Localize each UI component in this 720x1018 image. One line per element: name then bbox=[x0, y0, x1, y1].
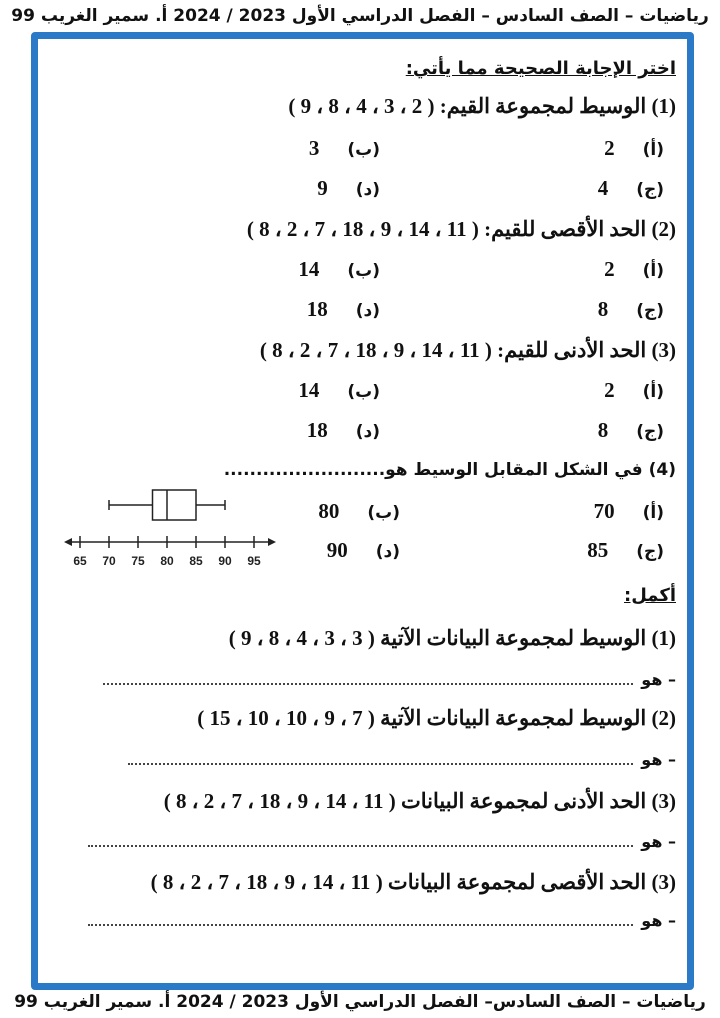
box-plot bbox=[60, 480, 280, 575]
complete-question-2: (2) الوسيط لمجموعة البيانات الآتية ( 7 ، 9 ، 10 ، 10 ، 15 ) bbox=[197, 706, 676, 730]
option-value: 85 bbox=[587, 538, 609, 562]
option-label: (أ) bbox=[642, 503, 664, 523]
option-label: (د) bbox=[375, 542, 400, 562]
answer-line-3[interactable] bbox=[88, 832, 676, 851]
option-c[interactable] bbox=[598, 418, 664, 443]
answer-prefix: – هو bbox=[641, 670, 676, 689]
answer-line-4[interactable] bbox=[88, 911, 676, 930]
option-value: 80 bbox=[318, 499, 340, 523]
option-label: (د) bbox=[355, 180, 380, 200]
dotted-line bbox=[128, 762, 633, 765]
answer-line-1[interactable] bbox=[103, 670, 676, 689]
question-2: (2) الحد الأقصى للقيم: ( 11 ، 14 ، 9 ، 18 ، 7 ، 2 ، 8 ) bbox=[246, 217, 676, 241]
tick-label: 75 bbox=[131, 554, 145, 568]
option-value: 8 bbox=[597, 418, 609, 442]
option-value: 2 bbox=[604, 378, 615, 402]
tick-label: 95 bbox=[247, 554, 261, 568]
option-a[interactable] bbox=[604, 378, 664, 403]
option-d[interactable] bbox=[327, 538, 400, 563]
option-label: (ب) bbox=[347, 261, 380, 281]
option-value: 18 bbox=[306, 418, 328, 442]
answer-line-2[interactable] bbox=[128, 750, 676, 769]
option-value: 14 bbox=[298, 378, 320, 402]
option-b[interactable] bbox=[309, 136, 380, 161]
option-a[interactable] bbox=[594, 499, 664, 524]
answer-prefix: – هو bbox=[641, 911, 676, 930]
box bbox=[153, 490, 197, 520]
option-label: (ب) bbox=[347, 382, 380, 402]
tick-label: 80 bbox=[160, 554, 174, 568]
option-b[interactable] bbox=[298, 257, 380, 282]
option-label: (ج) bbox=[636, 422, 664, 442]
option-label: (ج) bbox=[636, 301, 664, 321]
page-footer: رياضيات – الصف السادس– الفصل الدراسي الأول 2023 / 2024 أ. سمير الغريب 99 bbox=[14, 992, 706, 1012]
question-4: (4) في الشكل المقابل الوسيط هو......................... bbox=[223, 460, 676, 480]
answer-prefix: – هو bbox=[641, 832, 676, 851]
section1-title: اختر الإجابة الصحيحة مما يأتي: bbox=[405, 58, 676, 79]
dotted-line bbox=[88, 923, 633, 926]
option-c[interactable] bbox=[587, 538, 664, 563]
option-value: 4 bbox=[597, 176, 609, 200]
tick-label: 70 bbox=[102, 554, 116, 568]
tick-label: 65 bbox=[73, 554, 87, 568]
complete-question-4: (3) الحد الأقصى لمجموعة البيانات ( 11 ، 14 ، 9 ، 18 ، 7 ، 2 ، 8 ) bbox=[150, 870, 676, 894]
option-c[interactable] bbox=[598, 176, 664, 201]
option-label: (أ) bbox=[642, 140, 664, 160]
option-label: (ج) bbox=[636, 180, 664, 200]
option-d[interactable] bbox=[307, 297, 380, 322]
option-value: 90 bbox=[326, 538, 348, 562]
option-label: (د) bbox=[355, 422, 380, 442]
option-a[interactable] bbox=[604, 257, 664, 282]
option-value: 9 bbox=[317, 176, 328, 200]
option-b[interactable] bbox=[298, 378, 380, 403]
answer-prefix: – هو bbox=[641, 750, 676, 769]
option-d[interactable] bbox=[317, 176, 380, 201]
option-label: (د) bbox=[355, 301, 380, 321]
complete-question-3: (3) الحد الأدنى لمجموعة البيانات ( 11 ، 14 ، 9 ، 18 ، 7 ، 2 ، 8 ) bbox=[163, 789, 676, 813]
arrow-left bbox=[64, 538, 72, 546]
option-value: 2 bbox=[604, 257, 615, 281]
option-value: 18 bbox=[306, 297, 328, 321]
option-value: 2 bbox=[604, 136, 615, 160]
option-value: 14 bbox=[298, 257, 320, 281]
option-value: 3 bbox=[308, 136, 320, 160]
tick-label: 85 bbox=[189, 554, 203, 568]
option-label: (أ) bbox=[642, 261, 664, 281]
option-value: 70 bbox=[593, 499, 615, 523]
option-label: (أ) bbox=[642, 382, 664, 402]
question-1: (1) الوسيط لمجموعة القيم: ( 2 ، 3 ، 4 ، 8 ، 9 ) bbox=[288, 94, 676, 118]
arrow-right bbox=[268, 538, 276, 546]
option-label: (ب) bbox=[367, 503, 400, 523]
page-header: رياضيات – الصف السادس – الفصل الدراسي الأول 2023 / 2024 أ. سمير الغريب 99 bbox=[11, 6, 709, 26]
option-b[interactable] bbox=[318, 499, 400, 524]
section2-title: أكمل: bbox=[624, 585, 676, 606]
option-value: 8 bbox=[597, 297, 609, 321]
option-label: (ب) bbox=[347, 140, 380, 160]
option-d[interactable] bbox=[307, 418, 380, 443]
complete-question-1: (1) الوسيط لمجموعة البيانات الآتية ( 3 ، 3 ، 4 ، 8 ، 9 ) bbox=[228, 626, 676, 650]
tick-label: 90 bbox=[218, 554, 232, 568]
question-3: (3) الحد الأدنى للقيم: ( 11 ، 14 ، 9 ، 18 ، 7 ، 2 ، 8 ) bbox=[259, 338, 676, 362]
option-a[interactable] bbox=[604, 136, 664, 161]
option-label: (ج) bbox=[636, 542, 664, 562]
option-c[interactable] bbox=[598, 297, 664, 322]
dotted-line bbox=[103, 682, 633, 685]
dotted-line bbox=[88, 844, 633, 847]
